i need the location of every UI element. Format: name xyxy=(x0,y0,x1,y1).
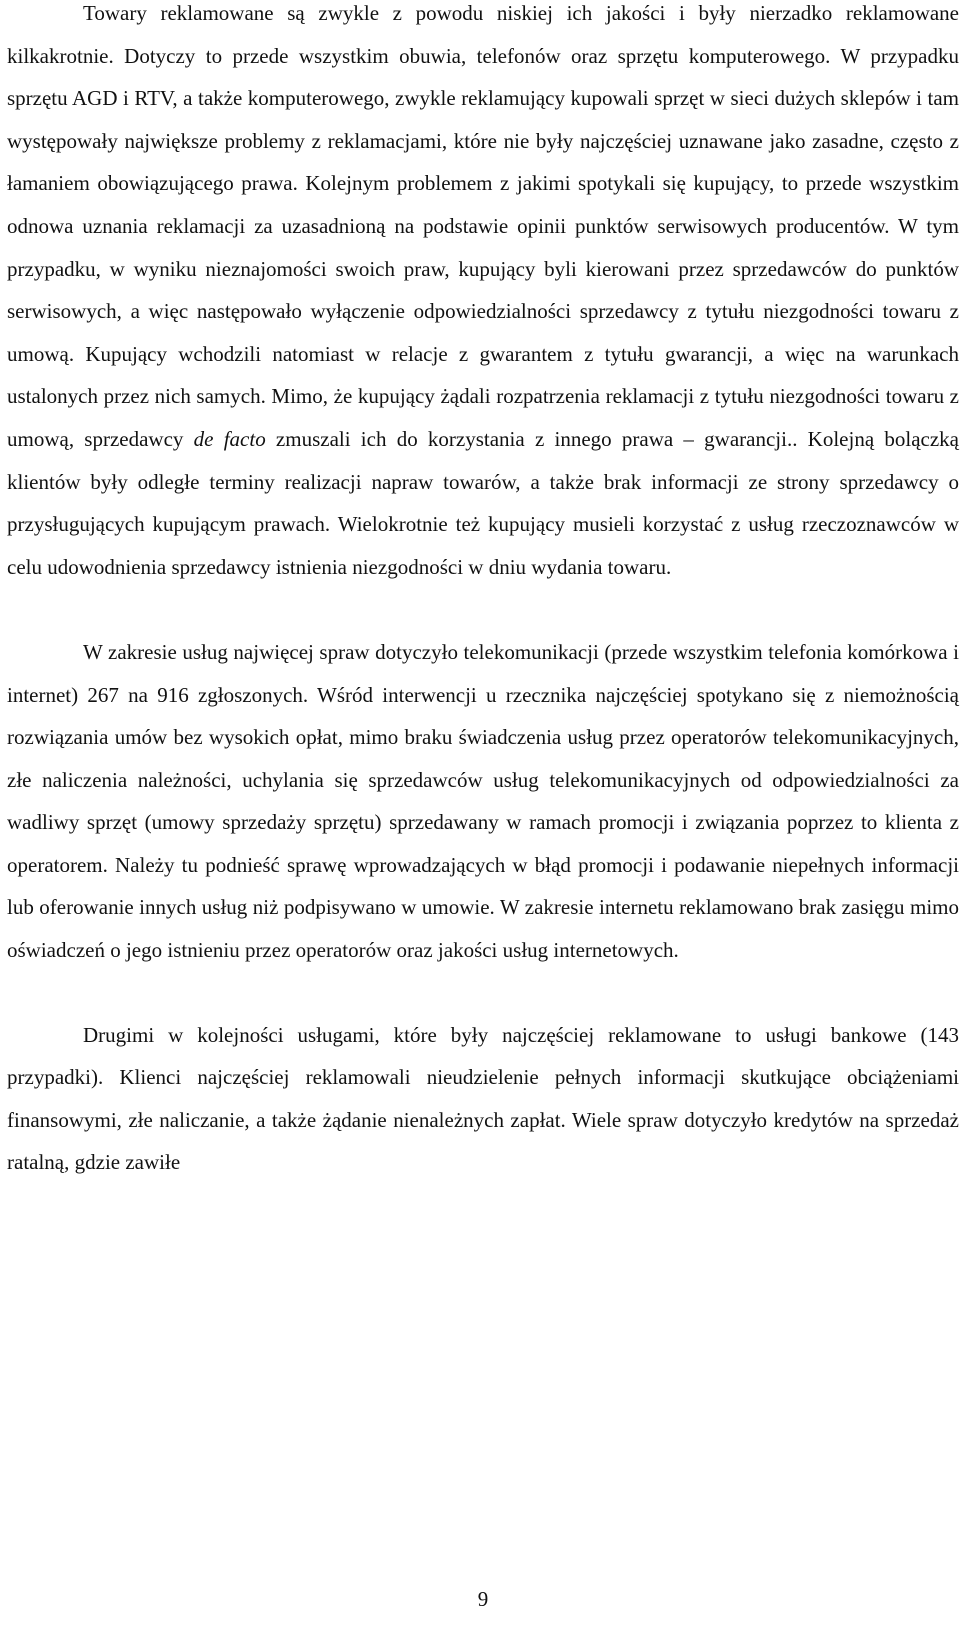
emphasis-de-facto: de facto xyxy=(193,426,266,451)
paragraph-spacer xyxy=(7,972,959,1014)
paragraph-text: Towary reklamowane są zwykle z powodu niskiej ich jakości i były nierzadko reklamowane kilkakrotnie. Dotyczy to przede wszystkim obuwia, telefonów oraz sprzętu komputerowego. W przypadku sprzętu AGD i RTV, a także komputerowego, zwykle reklamujący kupowali sprzęt w sieci dużych sklepów i tam występowały największe problemy z reklamacjami, które nie były najczęściej uznawane jako zasadne, często z łamaniem obowiązującego prawa. Kolejnym problemem z jakimi spotykali się kupujący, to przede wszystkim odnowa uznania reklamacji za uzasadnioną na podstawie opinii punktów serwisowych producentów. W tym przypadku, w wyniku nieznajomości swoich praw, kupujący byli kierowani przez sprzedawców do punktów serwisowych, a więc następowało wyłączenie odpowiedzialności sprzedawcy z tytułu niezgodności towaru z umową. Kupujący wchodzili natomiast w relacje z gwarantem z tytułu gwarancji, a więc na warunkach ustalonych przez nich samych. Mimo, że kupujący żądali rozpatrzenia reklamacji z tytułu niezgodności towaru z umową, sprzedawcy xyxy=(7,1,959,451)
document-page xyxy=(7,0,959,1631)
paragraph-spacer xyxy=(7,588,959,631)
paragraph-telecom-services: W zakresie usług najwięcej spraw dotyczyło telekomunikacji (przede wszystkim telefonia komórkowa i internet) 267 na 916 zgłoszonych. Wśród interwencji u rzecznika najczęściej spotykano się z niemożnością rozwiązania umów bez wysokich opłat, mimo braku świadczenia usług przez operatorów telekomunikacyjnych, złe naliczenia należności, uchylania się sprzedawców usług telekomunikacyjnych od odpowiedzialności za wadliwy sprzęt (umowy sprzedaży sprzętu) sprzedawany w ramach promocji i związania poprzez to klienta z operatorem. Należy tu podnieść sprawę wprowadzających w błąd promocji i podawanie niepełnych informacji lub oferowanie innych usług niż podpisywano w umowie. W zakresie internetu reklamowano brak zasięgu mimo oświadczeń o jego istnieniu przez operatorów oraz jakości usług internetowych. xyxy=(7,639,959,963)
paragraph-text: zmuszali ich do korzystania z innego prawa – gwarancji.. Kolejną bolączką klientów były odległe terminy realizacji napraw towarów, a także brak informacji ze strony sprzedawcy o przysługujących kupującym prawach. Wielokrotnie też kupujący musieli korzystać z usług rzeczoznawców w celu udowodnienia sprzedawcy istnienia niezgodności w dniu wydania towaru. xyxy=(7,426,959,579)
page-number: 9 xyxy=(477,1587,489,1611)
paragraph-returned-goods xyxy=(7,0,959,588)
paragraph-banking-services: Drugimi w kolejności usługami, które były najczęściej reklamowane to usługi bankowe (143 przypadki). Klienci najczęściej reklamowali nieudzielenie pełnych informacji skutkujące obciążeniami finansowymi, złe naliczanie, a także żądanie nienależnych zapłat. Wiele spraw dotyczyło kredytów na sprzedaż ratalną, gdzie zawiłe xyxy=(7,1022,959,1175)
